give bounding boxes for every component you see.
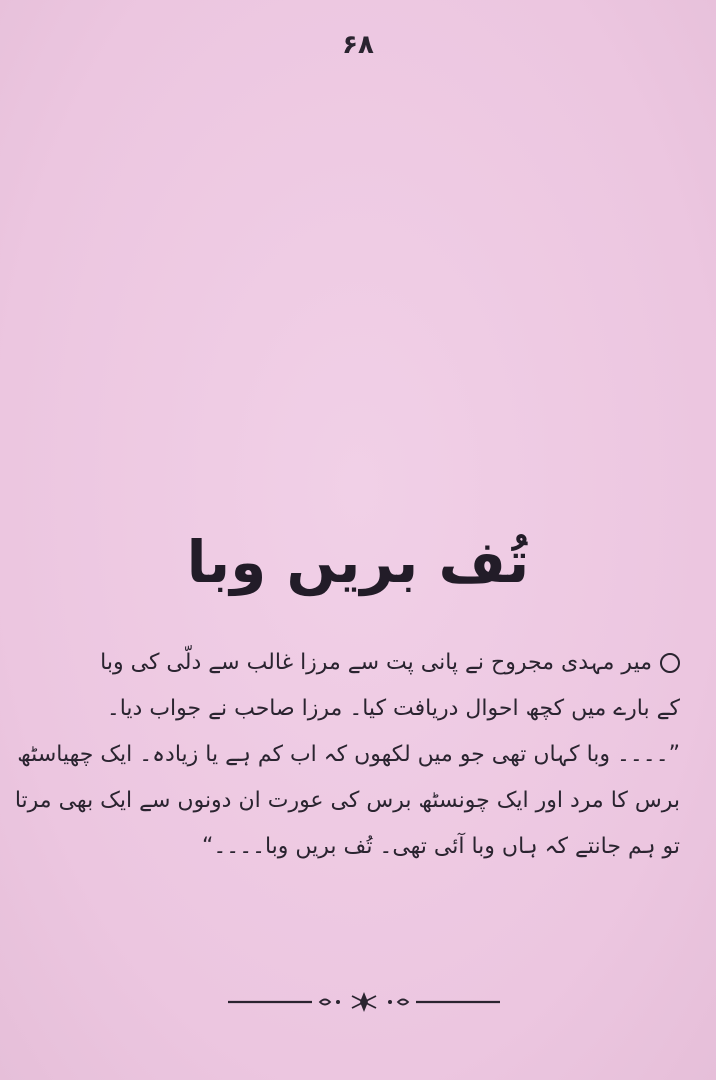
text-line-3: ”۔۔۔۔ وبا کہاں تھی جو میں لکھوں کہ اب کم ہے یا زیادہ۔ ایک چھیاسٹھ	[17, 742, 680, 767]
text-line-2: کے بارے میں کچھ احوال دریافت کیا۔ مرزا صاحب نے جواب دیا۔	[106, 696, 680, 721]
text-line-4: برس کا مرد اور ایک چونسٹھ برس کی عورت ان دونوں سے ایک بھی مرتا	[14, 788, 680, 813]
text-line-5: تو ہم جانتے کہ ہاں وبا آئی تھی۔ تُف بریں وبا۔۔۔۔“	[202, 834, 680, 859]
text-line-1: میر مہدی مجروح نے پانی پت سے مرزا غالب سے دلّی کی وبا	[4, 640, 680, 686]
chapter-title: تُف بریں وبا	[186, 528, 530, 596]
body-paragraph	[4, 640, 680, 870]
section-end-ornament-icon	[228, 990, 500, 1014]
page-number: ۶۸	[342, 30, 374, 60]
circle-bullet-icon	[660, 653, 680, 673]
